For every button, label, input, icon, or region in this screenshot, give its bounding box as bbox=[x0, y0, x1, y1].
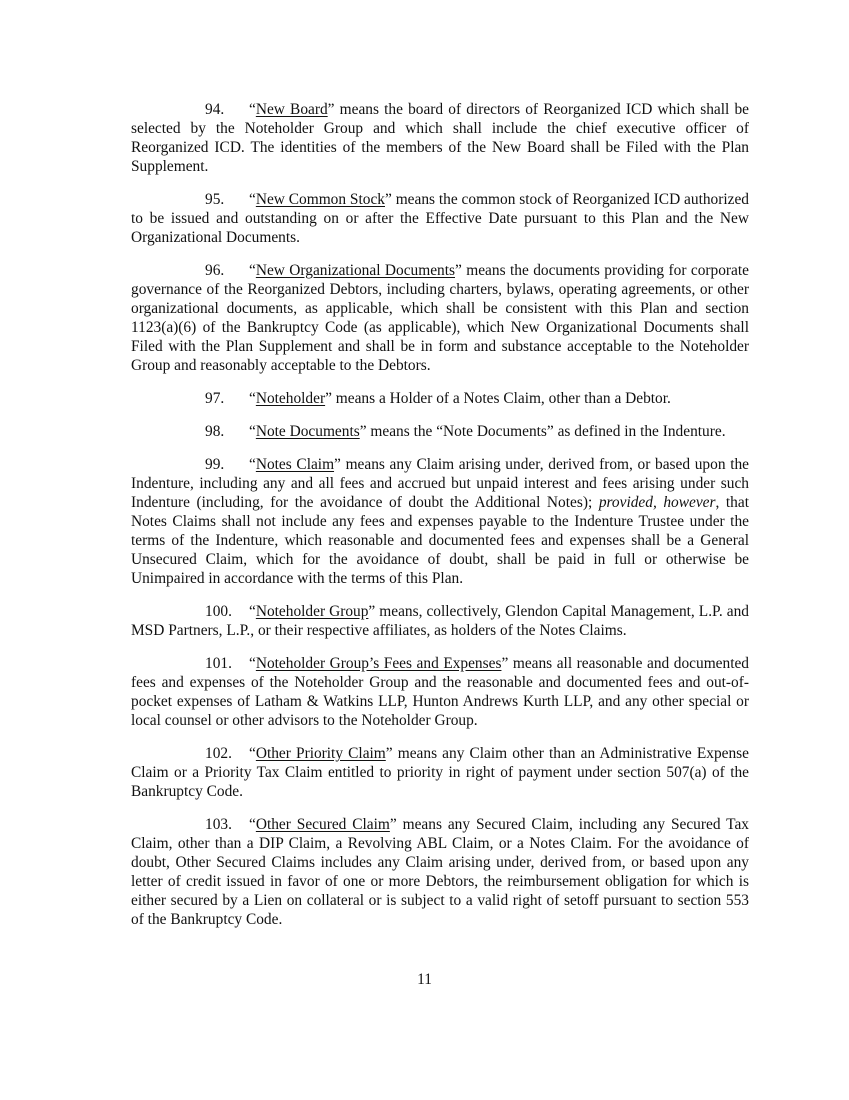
paragraph-number: 98. bbox=[205, 423, 225, 440]
definition-text: means a Holder of a Notes Claim, other than a Debtor. bbox=[331, 390, 671, 407]
defined-term: New Board bbox=[255, 101, 328, 118]
close-quote: ” bbox=[455, 262, 462, 279]
definition-text: means the “Note Documents” as defined in the Indenture. bbox=[366, 423, 726, 440]
paragraph-number: 95. bbox=[205, 191, 225, 208]
open-quote: “ bbox=[249, 816, 256, 833]
definition-paragraph-96 bbox=[131, 261, 749, 375]
defined-term: Noteholder Group bbox=[255, 603, 369, 620]
defined-term: Other Priority Claim bbox=[255, 745, 386, 762]
close-quote: ” bbox=[389, 816, 397, 833]
close-quote: ” bbox=[325, 390, 332, 407]
definition-paragraph-102 bbox=[131, 744, 749, 801]
definition-paragraph-98 bbox=[131, 422, 749, 441]
paragraph-number: 96. bbox=[205, 262, 225, 279]
definition-text: means any Claim other than an Administrative Expense Claim or a Priority Tax Claim entitled to priority in right of payment under section 507(a) of the Bankruptcy Code. bbox=[131, 745, 749, 800]
definition-paragraph-100 bbox=[131, 602, 749, 640]
definition-text: means all reasonable and documented fees and expenses of the Noteholder Group and the reasonable and documented fees and out-of-pocket expenses of Latham & Watkins LLP, Hunton Andrews Kurth LLP, and any other special or local counsel or other advisors to the Noteholder Group. bbox=[131, 655, 750, 729]
close-quote: ” bbox=[385, 745, 393, 762]
defined-term: Noteholder Group’s Fees and Expenses bbox=[255, 655, 502, 672]
definition-paragraph-101 bbox=[131, 654, 749, 730]
open-quote: “ bbox=[249, 390, 256, 407]
defined-term: Noteholder bbox=[255, 390, 326, 407]
open-quote: “ bbox=[249, 101, 256, 118]
emphasis-proviso: provided, however bbox=[598, 494, 716, 511]
open-quote: “ bbox=[249, 456, 256, 473]
paragraph-number: 101. bbox=[205, 655, 232, 672]
paragraph-number: 100. bbox=[205, 603, 232, 620]
open-quote: “ bbox=[249, 262, 256, 279]
open-quote: “ bbox=[249, 745, 256, 762]
open-quote: “ bbox=[249, 655, 256, 672]
page-number: 11 bbox=[417, 971, 432, 988]
definition-text: means, collectively, Glendon Capital Management, L.P. and MSD Partners, L.P., or their respective affiliates, as holders of the Notes Claims. bbox=[131, 603, 749, 639]
defined-term: New Common Stock bbox=[255, 191, 385, 208]
definition-paragraph-95 bbox=[131, 190, 749, 247]
defined-term: Note Documents bbox=[255, 423, 360, 440]
close-quote: ” bbox=[359, 423, 367, 440]
close-quote: ” bbox=[501, 655, 509, 672]
close-quote: ” bbox=[385, 191, 392, 208]
close-quote: ” bbox=[327, 101, 335, 118]
definition-paragraph-99 bbox=[131, 455, 749, 588]
definition-text: means the common stock of Reorganized ICD authorized to be issued and outstanding on or after the Effective Date pursuant to this Plan and the New Organizational Documents. bbox=[131, 191, 750, 246]
definition-text: means the board of directors of Reorganized ICD which shall be selected by the Noteholder Group and which shall include the chief executive officer of Reorganized ICD. The identities of the members of the New Board shall be Filed with the Plan Supplement. bbox=[131, 101, 749, 175]
definition-paragraph-94 bbox=[131, 100, 749, 176]
definition-text-continued: , that Notes Claims shall not include any fees and expenses payable to the Indenture Trustee under the terms of the Indenture, which reasonable and documented fees and expenses shall be a General Unsecured Claim, which for the avoidance of doubt, shall be paid in full or otherwise be Unimpaired in accordance with the terms of this Plan. bbox=[131, 494, 749, 587]
close-quote: ” bbox=[368, 603, 376, 620]
paragraph-number: 97. bbox=[205, 390, 225, 407]
open-quote: “ bbox=[249, 423, 256, 440]
definition-paragraph-103 bbox=[131, 815, 749, 929]
definition-paragraph-97 bbox=[131, 389, 749, 408]
open-quote: “ bbox=[249, 191, 256, 208]
document-body bbox=[131, 100, 749, 943]
defined-term: New Organizational Documents bbox=[255, 262, 455, 279]
paragraph-number: 94. bbox=[205, 101, 225, 118]
open-quote: “ bbox=[249, 603, 256, 620]
paragraph-number: 103. bbox=[205, 816, 232, 833]
definition-text: means any Claim arising under, derived from, or based upon the Indenture, including any and all fees and accrued but unpaid interest and fees arising under such Indenture (including, for the avoidance of doubt the Additional Notes); bbox=[131, 456, 749, 511]
paragraph-number: 102. bbox=[205, 745, 232, 762]
close-quote: ” bbox=[334, 456, 341, 473]
defined-term: Notes Claim bbox=[255, 456, 335, 473]
defined-term: Other Secured Claim bbox=[255, 816, 390, 833]
definition-text: means the documents providing for corporate governance of the Reorganized Debtors, including charters, bylaws, operating agreements, or other organizational documents, as applicable, which shall be consistent with this Plan and section 1123(a)(6) of the Bankruptcy Code (as applicable), which New Organizational Documents shall Filed with the Plan Supplement and shall be in form and substance acceptable to the Noteholder Group and reasonably acceptable to the Debtors. bbox=[131, 262, 749, 374]
paragraph-number: 99. bbox=[205, 456, 225, 473]
definition-text: means any Secured Claim, including any Secured Tax Claim, other than a DIP Claim, a Revolving ABL Claim, or a Notes Claim. For the avoidance of doubt, Other Secured Claims includes any Claim arising under, derived from, or based upon any letter of credit issued in favor of one or more Debtors, the reimbursement obligation for which is either secured by a Lien on collateral or is subject to a valid right of setoff pursuant to section 553 of the Bankruptcy Code. bbox=[131, 816, 749, 928]
